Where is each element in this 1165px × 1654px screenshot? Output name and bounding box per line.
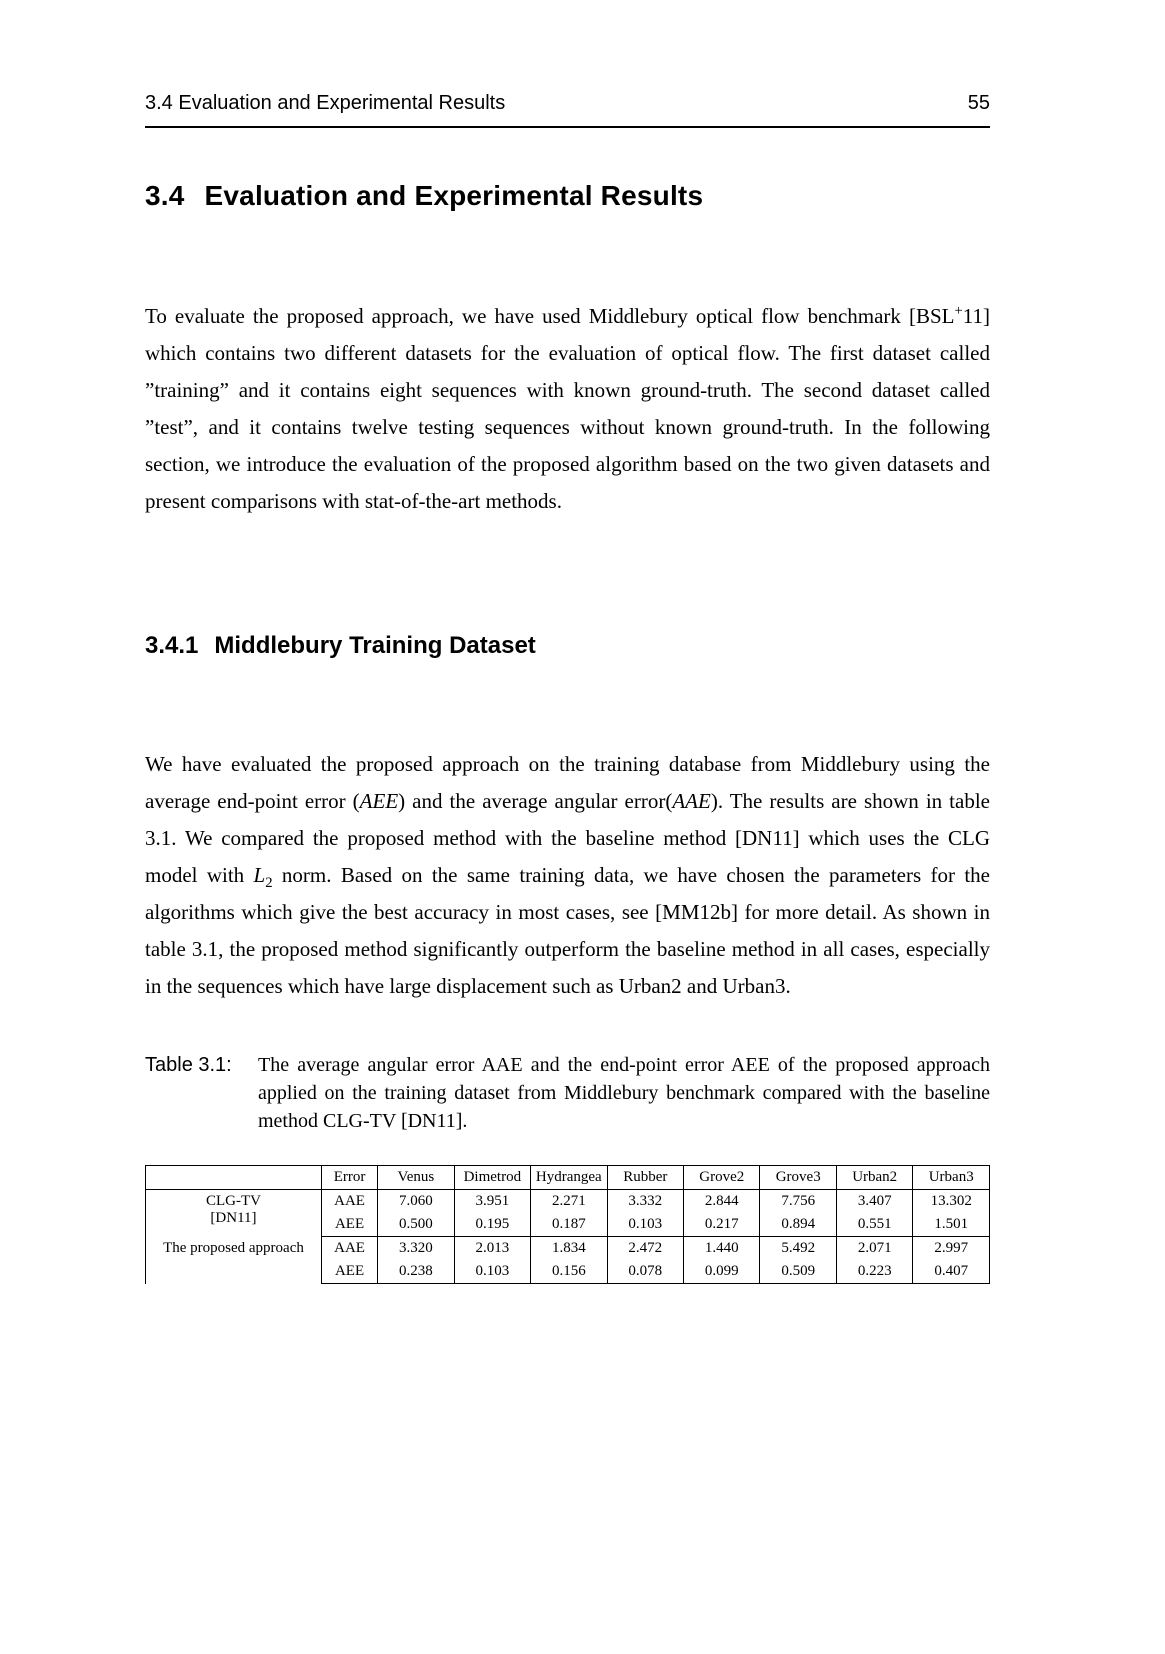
header-cell-grove3: Grove3 xyxy=(760,1166,836,1190)
method-citation: [DN11] xyxy=(210,1210,257,1226)
math-var-l: L xyxy=(253,863,266,887)
value-cell: 3.320 xyxy=(378,1237,454,1261)
metric-cell: AEE xyxy=(321,1260,377,1284)
value-cell: 0.156 xyxy=(531,1260,607,1284)
table-caption xyxy=(145,1051,990,1135)
header-cell-rubber: Rubber xyxy=(607,1166,683,1190)
value-cell: 13.302 xyxy=(913,1190,990,1214)
running-header xyxy=(145,0,990,115)
value-cell: 0.407 xyxy=(913,1260,990,1284)
value-cell: 0.187 xyxy=(531,1213,607,1237)
value-cell: 2.271 xyxy=(531,1190,607,1214)
header-cell-urban3: Urban3 xyxy=(913,1166,990,1190)
header-cell-method xyxy=(146,1166,322,1190)
value-cell: 0.509 xyxy=(760,1260,836,1284)
metric-cell: AAE xyxy=(321,1237,377,1261)
text-segment: 11] which contains two different datasets for the evaluation of optical flow. The first dataset called ”training” and it contains eight sequences with known ground-truth. The second dataset called ”test”, and it contains twelve testing sequences without known ground-truth. In the following section, we introduce the evaluation of the proposed algorithm based on the two given datasets and present comparisons with stat-of-the-art methods. xyxy=(145,304,990,513)
results-table xyxy=(145,1165,990,1284)
value-cell: 0.238 xyxy=(378,1260,454,1284)
value-cell: 0.078 xyxy=(607,1260,683,1284)
value-cell: 0.223 xyxy=(836,1260,912,1284)
section-number: 3.4 xyxy=(145,180,185,211)
value-cell: 0.551 xyxy=(836,1213,912,1237)
value-cell: 2.071 xyxy=(836,1237,912,1261)
header-rule xyxy=(145,126,990,128)
page-number: 55 xyxy=(967,92,990,114)
section-heading xyxy=(145,180,990,212)
table-caption-label: Table 3.1: xyxy=(145,1054,232,1076)
value-cell: 0.099 xyxy=(684,1260,760,1284)
math-var-aae: AAE xyxy=(672,789,711,813)
text-segment: We have evaluated the proposed approach on the training database from Middlebury using the average end-point error ( xyxy=(145,752,990,813)
text-segment: ). The results are shown in table 3.1. We compared the proposed method with the baseline method [DN11] which uses the CLG model with xyxy=(145,789,990,887)
subscript: 2 xyxy=(265,875,273,892)
value-cell: 2.472 xyxy=(607,1237,683,1261)
text-segment: ) and the average angular error( xyxy=(398,789,673,813)
value-cell: 7.060 xyxy=(378,1190,454,1214)
value-cell: 2.844 xyxy=(684,1190,760,1214)
subsection-title: Middlebury Training Dataset xyxy=(214,632,536,659)
header-cell-hydrangea: Hydrangea xyxy=(531,1166,607,1190)
value-cell: 0.195 xyxy=(454,1213,530,1237)
value-cell: 5.492 xyxy=(760,1237,836,1261)
method-cell-clgtv xyxy=(146,1190,322,1237)
value-cell: 0.894 xyxy=(760,1213,836,1237)
table-caption-text: The average angular error AAE and the end-point error AEE of the proposed approach applied on the training dataset from Middlebury benchmark compared with the baseline method CLG-TV [DN11]. xyxy=(258,1054,990,1132)
value-cell: 0.217 xyxy=(684,1213,760,1237)
value-cell: 3.407 xyxy=(836,1190,912,1214)
text-segment: To evaluate the proposed approach, we have used Middlebury optical flow benchmark [BSL xyxy=(145,304,955,328)
table-header-row xyxy=(146,1166,990,1190)
metric-cell: AEE xyxy=(321,1213,377,1237)
method-cell-proposed xyxy=(146,1237,322,1284)
header-cell-urban2: Urban2 xyxy=(836,1166,912,1190)
value-cell: 3.332 xyxy=(607,1190,683,1214)
subsection-heading xyxy=(145,632,990,660)
section-title: Evaluation and Experimental Results xyxy=(204,180,704,211)
header-cell-error: Error xyxy=(321,1166,377,1190)
value-cell: 1.834 xyxy=(531,1237,607,1261)
paragraph-intro xyxy=(145,298,990,520)
table-row-proposed-aae xyxy=(146,1237,990,1261)
superscript: + xyxy=(954,303,963,319)
header-cell-venus: Venus xyxy=(378,1166,454,1190)
value-cell: 1.501 xyxy=(913,1213,990,1237)
math-var-aee: AEE xyxy=(359,789,399,813)
method-name: CLG-TV xyxy=(205,1193,261,1209)
text-segment: norm. Based on the same training data, we have chosen the parameters for the algorithms which give the best accuracy in most cases, see [MM12b] for more detail. As shown in table 3.1, the proposed method significantly outperform the baseline method in all cases, especially in the sequences which have large displacement such as Urban2 and Urban3. xyxy=(145,863,990,998)
metric-cell: AAE xyxy=(321,1190,377,1214)
subsection-number: 3.4.1 xyxy=(145,632,199,659)
header-cell-dimetrod: Dimetrod xyxy=(454,1166,530,1190)
value-cell: 0.500 xyxy=(378,1213,454,1237)
value-cell: 1.440 xyxy=(684,1237,760,1261)
value-cell: 0.103 xyxy=(454,1260,530,1284)
table-row-clgtv-aae xyxy=(146,1190,990,1214)
value-cell: 2.013 xyxy=(454,1237,530,1261)
value-cell: 3.951 xyxy=(454,1190,530,1214)
value-cell: 0.103 xyxy=(607,1213,683,1237)
value-cell: 7.756 xyxy=(760,1190,836,1214)
header-cell-grove2: Grove2 xyxy=(684,1166,760,1190)
paragraph-evaluation xyxy=(145,746,990,1005)
running-header-title: 3.4 Evaluation and Experimental Results xyxy=(145,92,506,114)
value-cell: 2.997 xyxy=(913,1237,990,1261)
method-name: The proposed approach xyxy=(163,1239,304,1256)
